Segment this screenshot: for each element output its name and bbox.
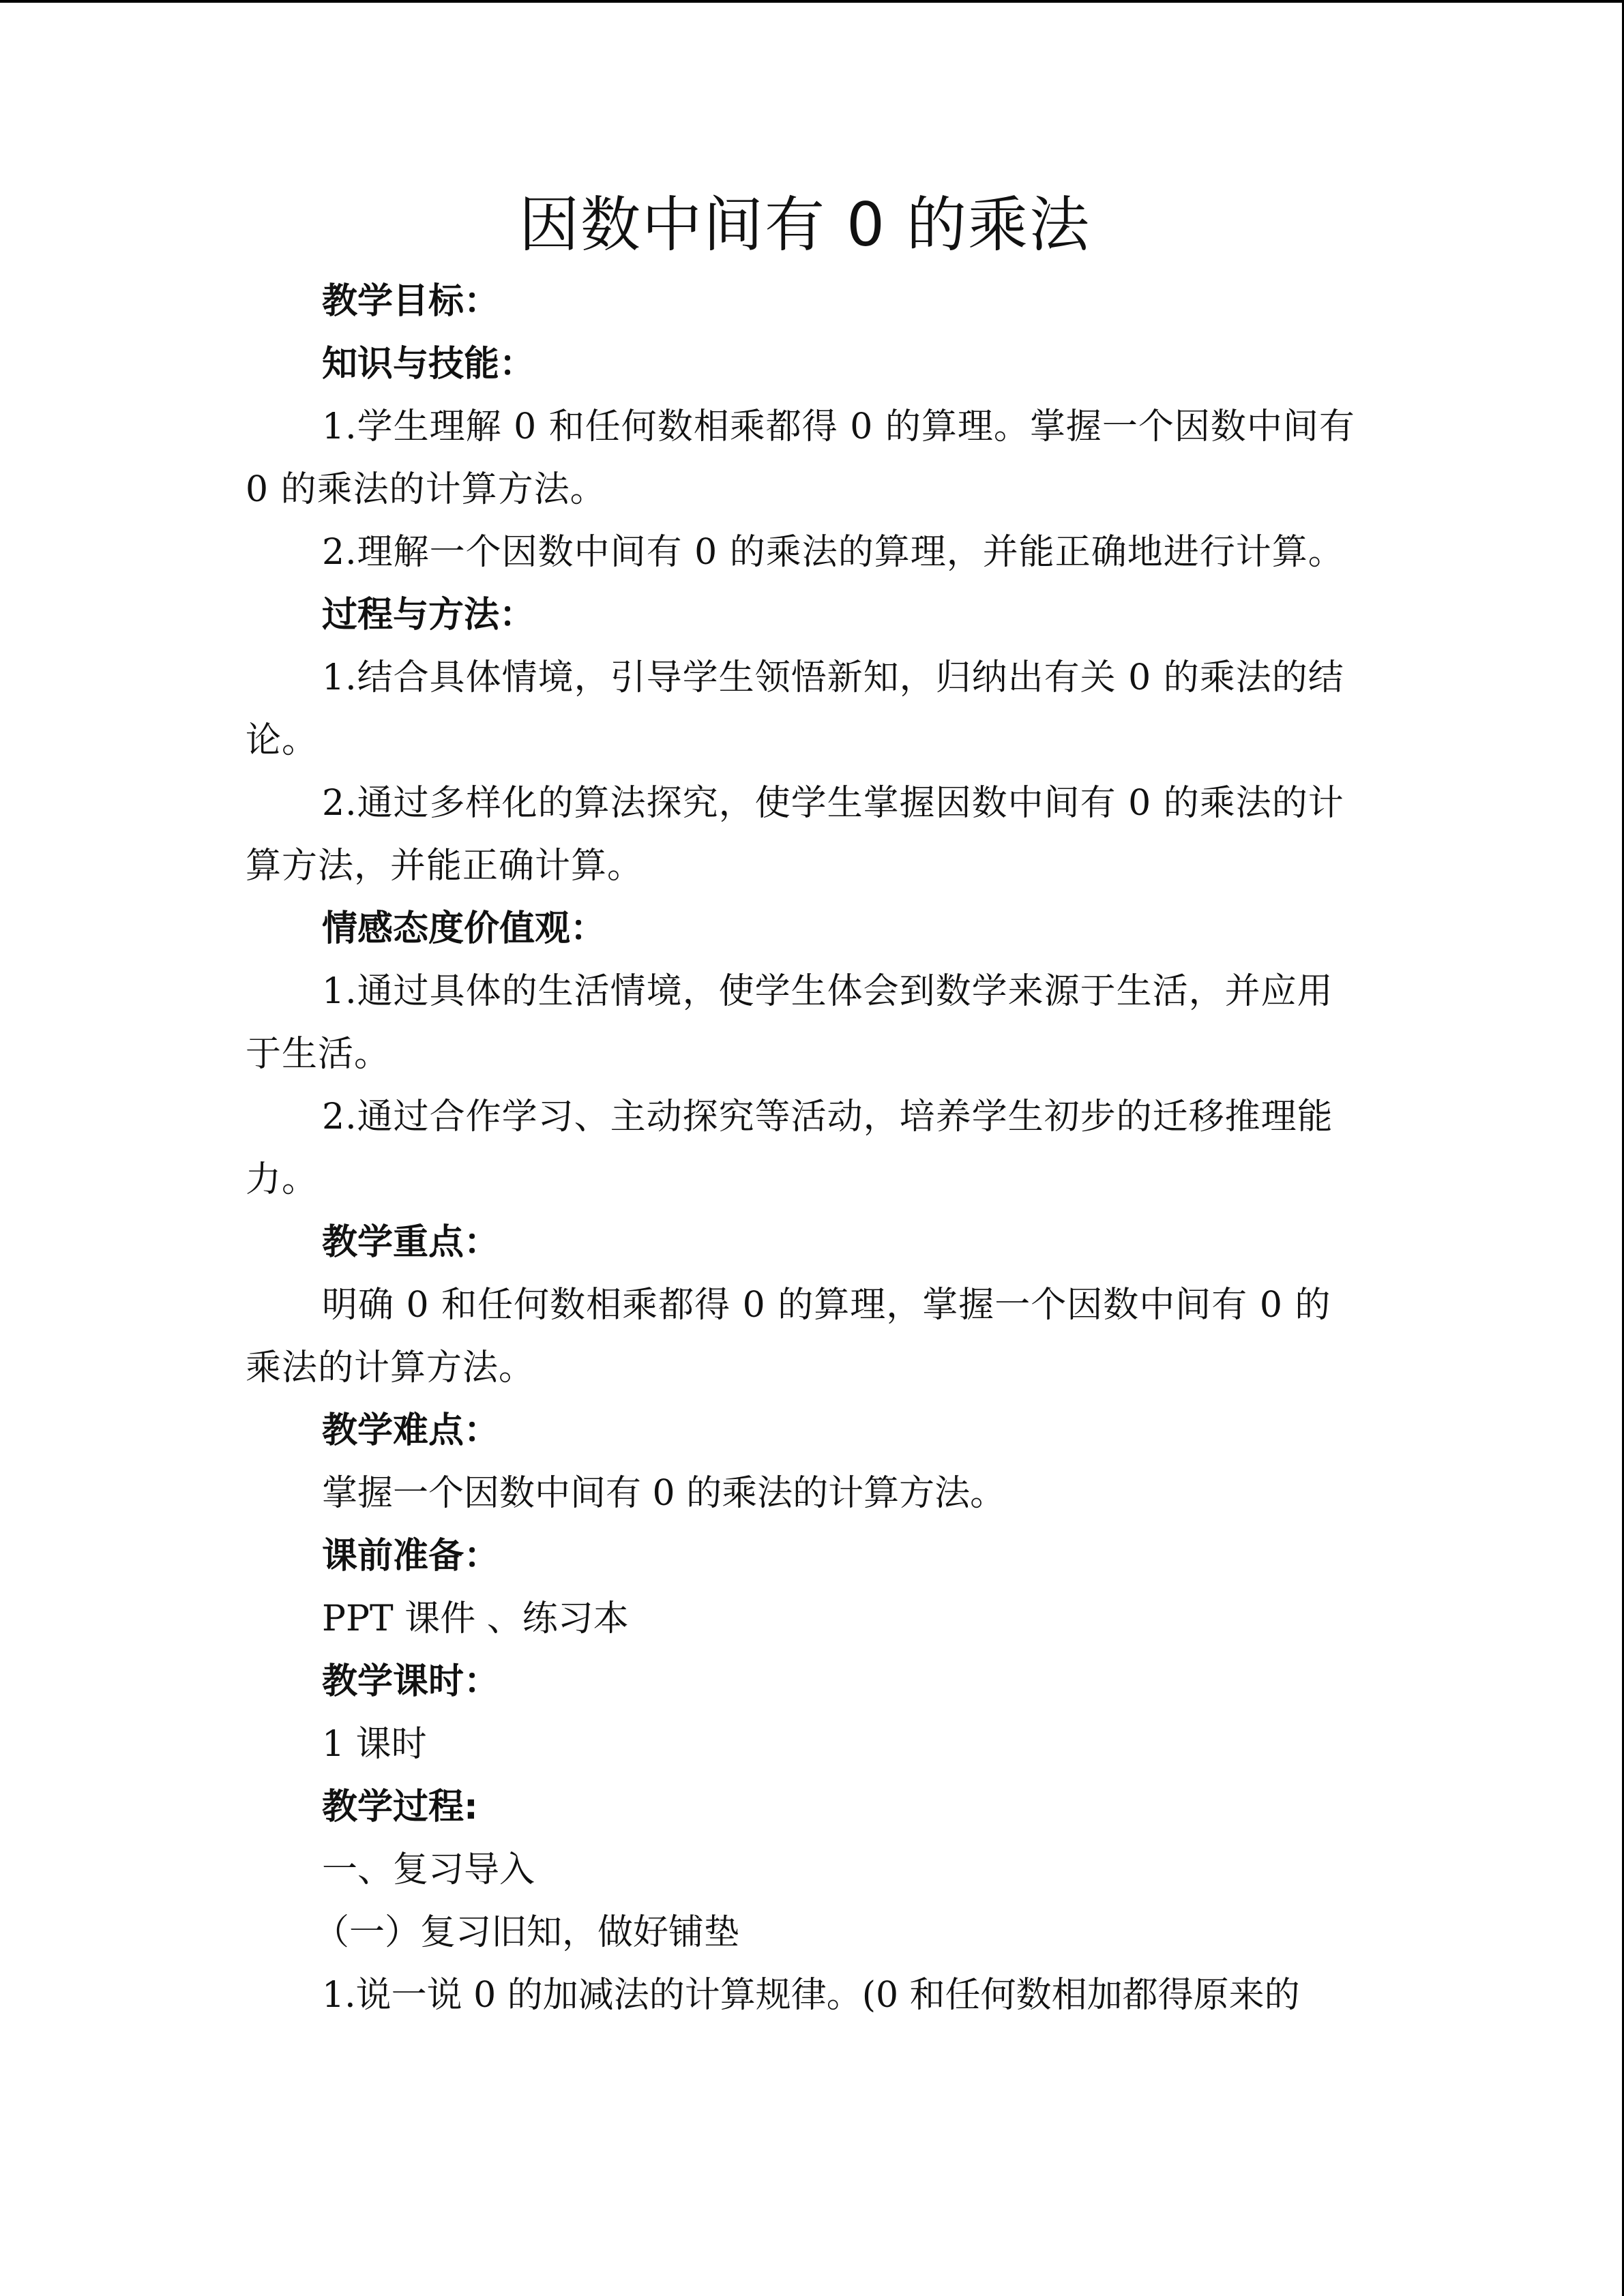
- document-page: [246, 184, 1364, 2027]
- key-point-heading: 教学重点：: [322, 1222, 500, 1263]
- process-item-1: 1.结合具体情境，引导学生领悟新知，归纳出有关 0 的乘法的结论。: [246, 657, 1344, 761]
- preparation-text: PPT 课件 、练习本: [322, 1598, 629, 1639]
- difficulty-text: 掌握一个因数中间有 0 的乘法的计算方法。: [322, 1473, 1006, 1514]
- procedure-heading: 教学过程:: [322, 1787, 478, 1828]
- key-point-text: 明确 0 和任何数相乘都得 0 的算理，掌握一个因数中间有 0 的乘法的计算方法。: [246, 1285, 1331, 1388]
- section-review-intro: 一、复习导入: [322, 1849, 535, 1890]
- class-hours-heading: 教学课时：: [322, 1661, 500, 1702]
- procedure-item-1: 1.说一说 0 的加减法的计算规律。(0 和任何数相加都得原来的: [322, 1975, 1300, 2016]
- attitude-heading: 情感态度价值观：: [322, 908, 606, 949]
- subsection-review-old: （一）复习旧知，做好铺垫: [314, 1912, 740, 1953]
- process-heading: 过程与方法：: [322, 595, 535, 636]
- document-title: 因数中间有 0 的乘法: [519, 190, 1091, 260]
- difficulty-heading: 教学难点：: [322, 1410, 500, 1451]
- page-top-border: [0, 0, 1624, 3]
- knowledge-item-1: 1.学生理解 0 和任何数相乘都得 0 的算理。掌握一个因数中间有 0 的乘法的计算方法。: [246, 406, 1355, 510]
- preparation-heading: 课前准备：: [322, 1536, 500, 1577]
- attitude-item-1: 1.通过具体的生活情境，使学生体会到数学来源于生活，并应用于生活。: [246, 971, 1333, 1075]
- attitude-item-2: 2.通过合作学习、主动探究等活动，培养学生初步的迁移推理能力。: [246, 1097, 1333, 1200]
- goals-heading: 教学目标：: [322, 281, 500, 322]
- process-item-2: 2.通过多样化的算法探究，使学生掌握因数中间有 0 的乘法的计算方法，并能正确计算。: [246, 783, 1344, 886]
- knowledge-item-2: 2.理解一个因数中间有 0 的乘法的算理，并能正确地进行计算。: [322, 532, 1344, 573]
- class-hours-text: 1 课时: [322, 1724, 427, 1765]
- knowledge-heading: 知识与技能：: [322, 344, 535, 385]
